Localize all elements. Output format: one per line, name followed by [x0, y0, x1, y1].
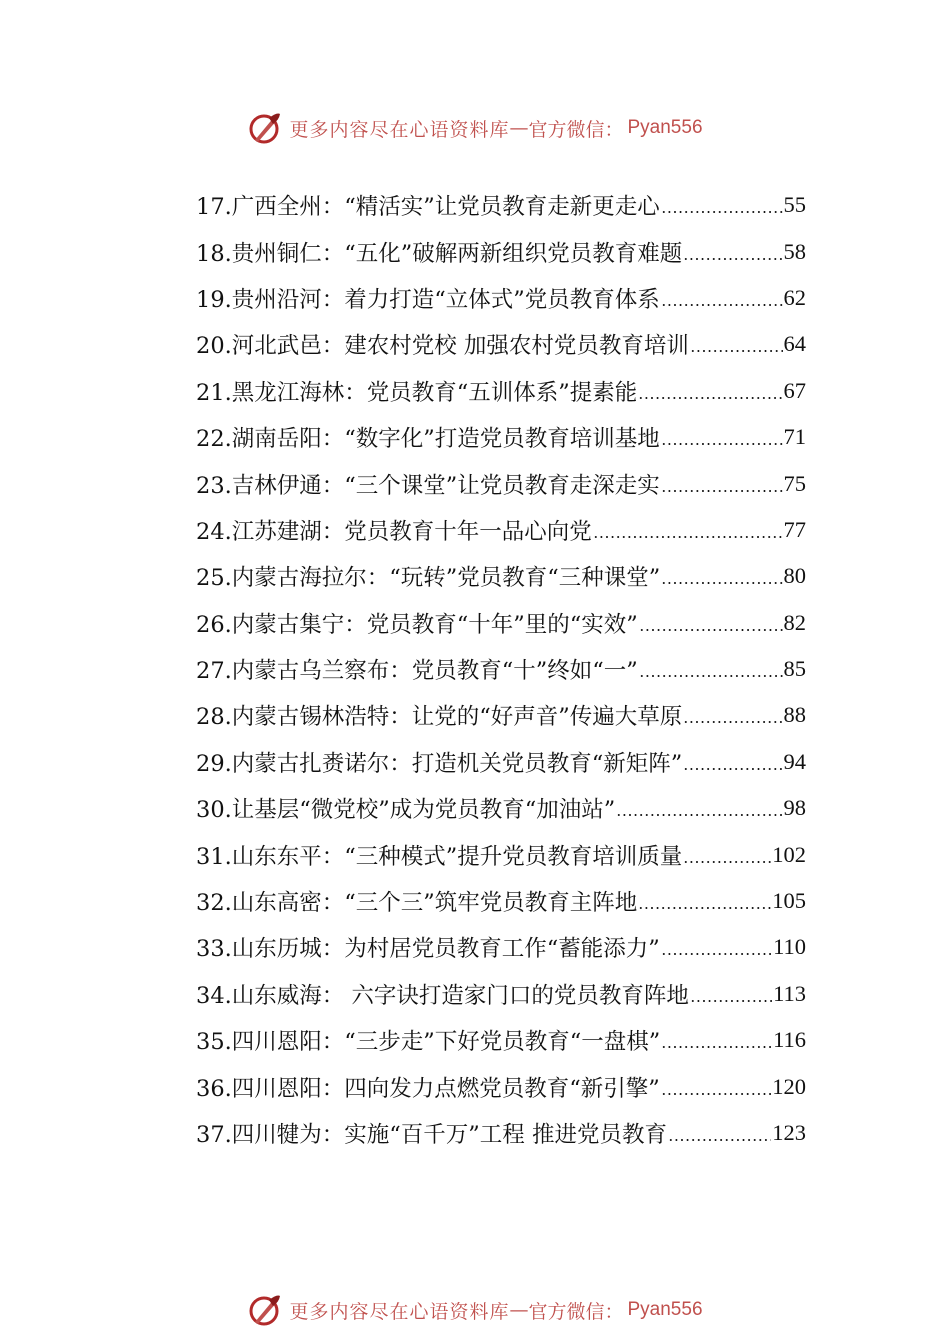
toc-entry[interactable]	[196, 878, 806, 924]
toc-entry[interactable]	[196, 971, 806, 1017]
toc-entry-title: 30.让基层“微党校”成为党员教育“加油站”	[196, 797, 616, 824]
toc-dot-leader	[638, 907, 771, 909]
toc-page-number: 67	[783, 377, 806, 403]
toc-entry[interactable]	[196, 182, 806, 228]
toc-dot-leader	[668, 1139, 771, 1141]
toc-entry-title: 20.河北武邑：建农村党校 加强农村党员教育培训	[196, 333, 689, 360]
toc-dot-leader	[661, 1046, 772, 1048]
footer-separator: —	[509, 1299, 529, 1321]
toc-dot-leader	[661, 953, 772, 955]
footer-contact-label: 官方微信：	[528, 1300, 624, 1323]
toc-entry-title: 32.山东高密：“三个三”筑牢党员教育主阵地	[196, 890, 638, 917]
toc-dot-leader	[683, 768, 782, 770]
toc-dot-leader	[593, 536, 783, 538]
toc-entry-title: 31.山东东平：“三种模式”提升党员教育培训质量	[196, 843, 683, 870]
toc-page-number: 120	[772, 1073, 806, 1099]
toc-page-number: 58	[783, 238, 806, 264]
toc-dot-leader	[661, 1093, 771, 1095]
toc-entry-title: 17.广西全州：“精活实”让党员教育走新更走心	[196, 194, 660, 221]
toc-dot-leader	[661, 443, 783, 445]
toc-entry[interactable]	[196, 831, 806, 877]
toc-entry[interactable]	[196, 692, 806, 738]
toc-entry[interactable]	[196, 368, 806, 414]
toc-entry-title: 22.湖南岳阳：“数字化”打造党员教育培训基地	[196, 426, 660, 453]
toc-entry[interactable]	[196, 414, 806, 460]
toc-page-number: 77	[783, 516, 806, 542]
quill-pen-logo-icon	[247, 1292, 283, 1328]
toc-entry[interactable]	[196, 507, 806, 553]
header-brand: 更多内容尽在心语资料库	[289, 118, 510, 141]
toc-dot-leader	[661, 304, 783, 306]
toc-dot-leader	[616, 814, 782, 816]
toc-page-number: 82	[783, 609, 806, 635]
toc-page-number: 55	[783, 192, 806, 218]
toc-entry[interactable]	[196, 1110, 806, 1156]
toc-page-number: 105	[772, 888, 806, 914]
toc-entry[interactable]	[196, 600, 806, 646]
toc-entry-title: 24.江苏建湖：党员教育十年一品心向党	[196, 518, 592, 545]
toc-dot-leader	[683, 258, 782, 260]
toc-page-number: 94	[783, 748, 806, 774]
footer-watermark	[0, 1290, 950, 1330]
toc-page-number: 71	[783, 424, 806, 450]
toc-page-number: 110	[773, 934, 806, 960]
toc-entry-title: 37.四川犍为：实施“百千万”工程 推进党员教育	[196, 1122, 667, 1148]
toc-entry-title: 26.内蒙古集宁：党员教育“十年”里的“实效”	[196, 611, 638, 638]
toc-entry[interactable]	[196, 1017, 806, 1063]
toc-page-number: 85	[783, 656, 806, 682]
toc-page-number: 113	[773, 980, 806, 1006]
toc-dot-leader	[661, 211, 783, 213]
header-contact-id: Pyan556	[627, 117, 703, 138]
header-contact-label: 官方微信：	[528, 118, 624, 141]
toc-entry[interactable]	[196, 228, 806, 274]
toc-dot-leader	[639, 675, 783, 677]
toc-entry-title: 21.黑龙江海林：党员教育“五训体系”提素能	[196, 379, 638, 406]
toc-dot-leader	[661, 582, 782, 584]
table-of-contents	[196, 182, 806, 1156]
toc-entry-title: 36.四川恩阳：四向发力点燃党员教育“新引擎”	[196, 1075, 660, 1102]
quill-pen-logo-icon	[247, 110, 283, 146]
toc-entry[interactable]	[196, 321, 806, 367]
toc-entry[interactable]	[196, 785, 806, 831]
toc-entry-title: 25.内蒙古海拉尔：“玩转”党员教育“三种课堂”	[196, 565, 661, 592]
toc-dot-leader	[683, 861, 771, 863]
toc-dot-leader	[661, 490, 783, 492]
toc-dot-leader	[690, 1000, 772, 1002]
toc-entry[interactable]	[196, 924, 806, 970]
toc-entry-title: 33.山东历城：为村居党员教育工作“蓄能添力”	[196, 936, 660, 963]
toc-dot-leader	[690, 350, 783, 352]
toc-dot-leader	[638, 397, 782, 399]
toc-page-number: 62	[783, 284, 806, 310]
toc-page-number: 98	[783, 795, 806, 821]
toc-entry-title: 29.内蒙古扎赉诺尔：打造机关党员教育“新矩阵”	[196, 750, 683, 777]
header-watermark	[0, 108, 950, 148]
toc-entry[interactable]	[196, 553, 806, 599]
toc-entry-title: 19.贵州沿河：着力打造“立体式”党员教育体系	[196, 286, 660, 313]
toc-page-number: 116	[773, 1027, 806, 1053]
toc-page-number: 88	[783, 702, 806, 728]
header-separator: —	[509, 117, 529, 139]
toc-page-number: 102	[772, 841, 806, 867]
toc-entry-title: 34.山东威海： 六字诀打造家门口的党员教育阵地	[196, 982, 689, 1009]
footer-contact-id: Pyan556	[627, 1299, 703, 1320]
toc-entry[interactable]	[196, 646, 806, 692]
toc-entry-title: 28.内蒙古锡林浩特：让党的“好声音”传遍大草原	[196, 704, 683, 731]
toc-entry-title: 27.内蒙古乌兰察布：党员教育“十”终如“一”	[196, 658, 638, 685]
toc-entry[interactable]	[196, 275, 806, 321]
toc-page-number: 123	[772, 1120, 806, 1145]
toc-page-number: 75	[783, 470, 806, 496]
footer-brand: 更多内容尽在心语资料库	[289, 1300, 510, 1323]
toc-dot-leader	[639, 629, 783, 631]
toc-dot-leader	[683, 721, 782, 723]
toc-page-number: 64	[783, 331, 806, 357]
toc-entry-title: 23.吉林伊通：“三个课堂”让党员教育走深走实	[196, 472, 660, 499]
toc-page-number: 80	[783, 563, 806, 589]
toc-entry[interactable]	[196, 460, 806, 506]
toc-entry[interactable]	[196, 739, 806, 785]
toc-entry[interactable]	[196, 1063, 806, 1109]
toc-entry-title: 35.四川恩阳：“三步走”下好党员教育“一盘棋”	[196, 1029, 661, 1056]
toc-entry-title: 18.贵州铜仁：“五化”破解两新组织党员教育难题	[196, 240, 683, 267]
